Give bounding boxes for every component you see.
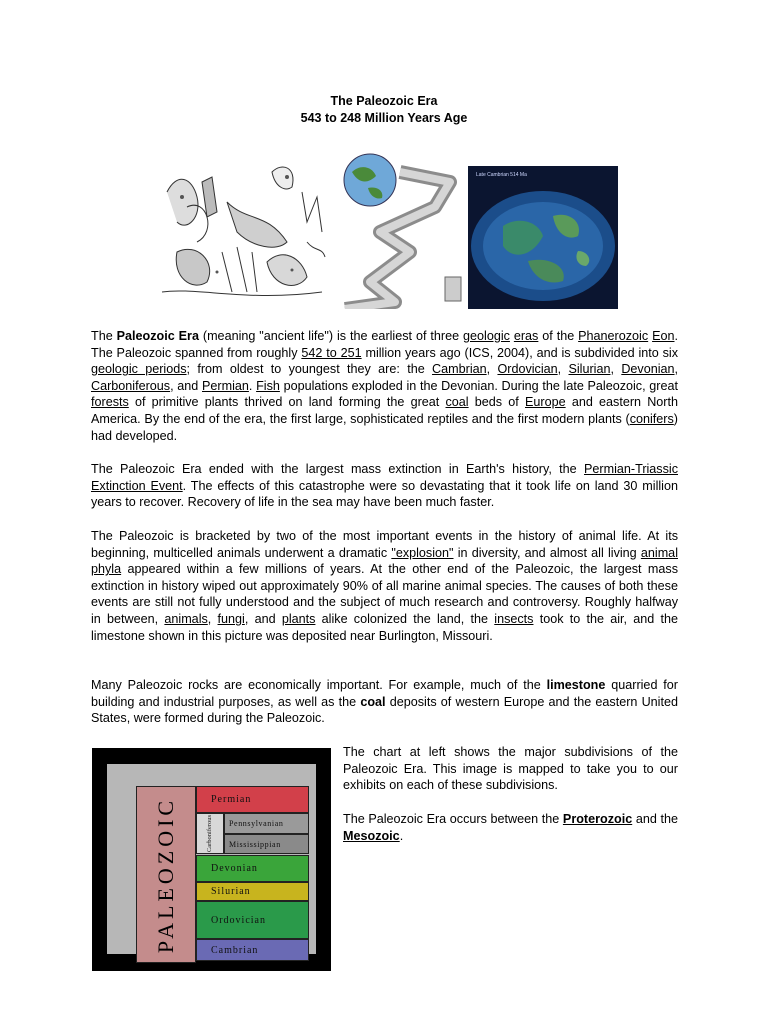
link-devonian[interactable]: Devonian bbox=[621, 362, 675, 377]
link-eras[interactable]: eras bbox=[513, 329, 539, 343]
link-geologic[interactable]: geologic bbox=[463, 329, 510, 343]
period-carboniferous[interactable]: Carboniferous bbox=[196, 813, 224, 854]
link-fungi[interactable]: fungi bbox=[217, 611, 245, 626]
link-europe[interactable]: Europe bbox=[525, 395, 566, 410]
period-ordovician[interactable]: Ordovician bbox=[196, 901, 309, 939]
era-column[interactable] bbox=[136, 786, 196, 963]
era-position-text: The Paleozoic Era occurs between the Proterozoic and the Mesozoic. bbox=[343, 812, 678, 843]
period-permian[interactable]: Permian bbox=[196, 786, 309, 813]
link-542-to-251[interactable]: 542 to 251 bbox=[301, 345, 362, 360]
link-eon[interactable]: Eon bbox=[652, 329, 675, 343]
period-devonian[interactable]: Devonian bbox=[196, 855, 309, 882]
link-fish[interactable]: Fish bbox=[256, 378, 280, 393]
extinction-paragraph: The Paleozoic Era ended with the largest mass extinction in Earth's history, the Permian-Triassic Extinction Event. The effects of this catastrophe were so devastating that it took life on land 30 million years to recover. Recovery of life in the sea may have been much faster. bbox=[91, 462, 678, 510]
fossil-sketch-image[interactable] bbox=[157, 152, 329, 307]
link-geologic-periods[interactable]: geologic periods bbox=[91, 362, 187, 377]
page-subtitle: 543 to 248 Million Years Age bbox=[300, 111, 468, 125]
era-label: PALEOZOIC bbox=[153, 796, 179, 953]
link-ordovician[interactable]: Ordovician bbox=[497, 362, 558, 377]
link-silurian[interactable]: Silurian bbox=[568, 362, 611, 377]
page-title: The Paleozoic Era bbox=[330, 94, 438, 108]
events-paragraph: The Paleozoic is bracketed by two of the most important events in the history of animal life. At its beginning, multicelled animals underwent a dramatic "explosion" in diversity, and almost all living animal phyla appeared within a few millions of years. At the other end of the Paleozoic, the largest mass extinction in history wiped out approximately 90% of all marine animal species. The causes of both these events are still not fully understood and the subject of much research and controversy. Roughly halfway in between, animals, fungi, and plants alike colonized the land, the insects took to the air, and the limestone shown in this picture was deposited near Burlington, Missouri. bbox=[91, 529, 678, 643]
link-conifers[interactable]: conifers bbox=[629, 411, 674, 426]
link-permian[interactable]: Permian bbox=[202, 378, 249, 393]
link-coal[interactable]: coal bbox=[445, 395, 469, 410]
link-explosion[interactable]: "explosion" bbox=[391, 545, 454, 560]
late-cambrian-map-image[interactable] bbox=[468, 166, 618, 309]
link-insects[interactable]: insects bbox=[494, 611, 534, 626]
paleozoic-era-chart bbox=[92, 748, 331, 971]
link-phanerozoic[interactable]: Phanerozoic bbox=[578, 329, 649, 343]
economics-paragraph: Many Paleozoic rocks are economically important. For example, much of the limestone quarried for building and industrial purposes, as well as the coal deposits of western Europe and the eastern United States, were formed during the Paleozoic. bbox=[91, 678, 678, 726]
link-animal-phyla[interactable]: animal phyla bbox=[91, 545, 678, 577]
period-mississippian[interactable]: Mississippian bbox=[224, 834, 309, 854]
link-permian-triassic-extinction[interactable]: Permian-Triassic Extinction Event bbox=[91, 462, 678, 493]
link-proterozoic[interactable]: Proterozoic bbox=[562, 812, 633, 826]
link-plants[interactable]: plants bbox=[281, 611, 316, 626]
period-pennsylvanian[interactable]: Pennsylvanian bbox=[224, 813, 309, 834]
link-mesozoic[interactable]: Mesozoic bbox=[343, 828, 400, 843]
period-cambrian[interactable]: Cambrian bbox=[196, 939, 309, 961]
link-animals[interactable]: animals bbox=[164, 611, 208, 626]
link-cambrian[interactable]: Cambrian bbox=[432, 362, 487, 377]
period-silurian[interactable]: Silurian bbox=[196, 882, 309, 901]
link-carboniferous[interactable]: Carboniferous bbox=[91, 378, 171, 393]
map-caption: Late Cambrian 514 Ma bbox=[476, 172, 527, 178]
intro-paragraph: The Paleozoic Era (meaning "ancient life") is the earliest of three geologic eras of the Phanerozoic Eon. The Paleozoic spanned from roughly 542 to 251 million years ago (ICS, 2004), and is subdivided into six geologic periods; from oldest to youngest they are: the Cambrian, Ordovician, Silurian, Devonian, Carboniferous, and Permian. Fish populations exploded in the Devonian. During the late Paleozoic, great forests of primitive plants thrived on land forming the great coal beds of Europe and eastern North America. By the end of the era, the first large, sophisticated reptiles and the first modern plants (conifers) had developed. bbox=[91, 329, 679, 443]
chart-panel bbox=[107, 764, 316, 954]
link-forests[interactable]: forests bbox=[91, 395, 129, 410]
chart-description: The chart at left shows the major subdivisions of the Paleozoic Era. This image is mapped to take you to our exhibits on each of these subdivisions. bbox=[343, 745, 678, 793]
earth-timeline-image[interactable] bbox=[340, 152, 466, 309]
